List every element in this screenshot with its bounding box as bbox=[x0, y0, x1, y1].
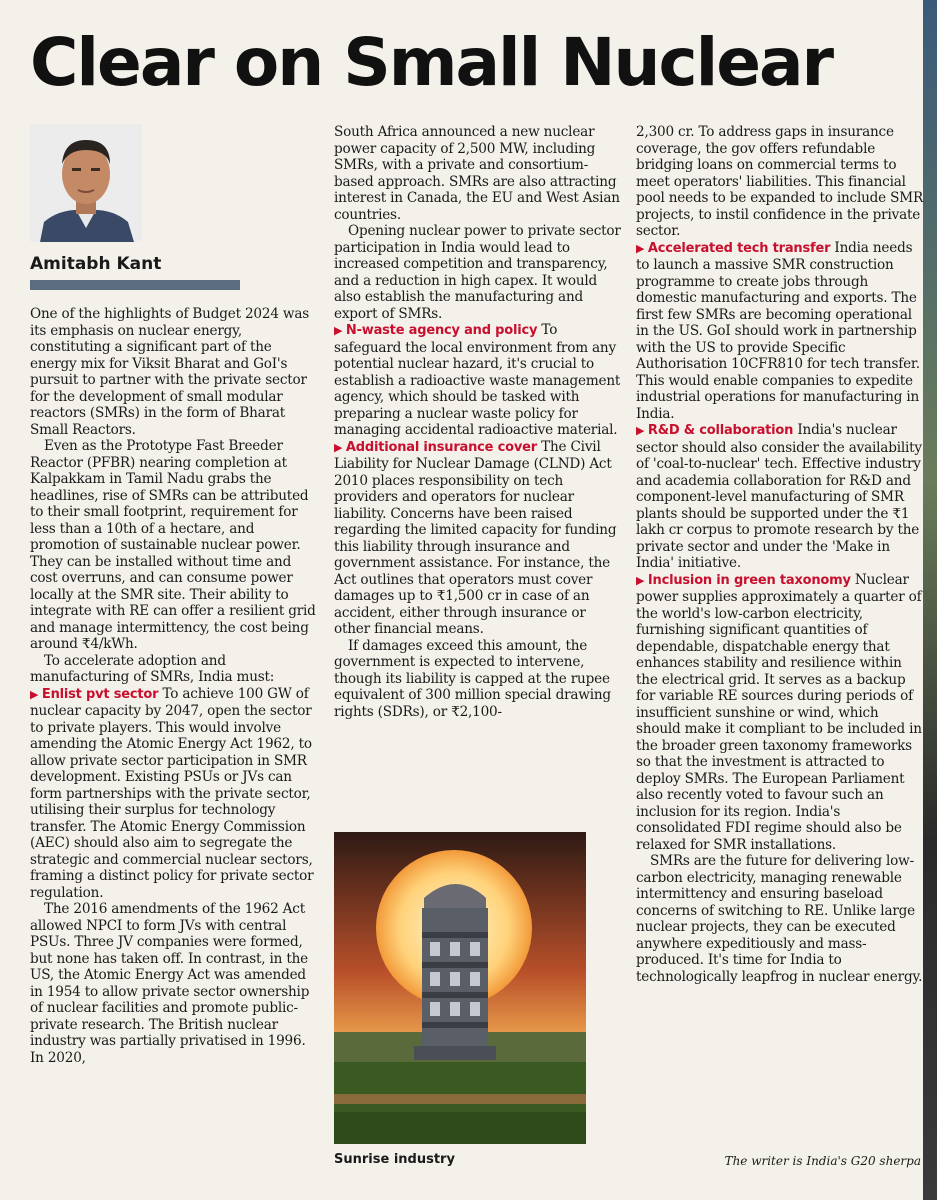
arrow-bullet-icon: ▶ bbox=[30, 687, 42, 701]
arrow-bullet-icon: ▶ bbox=[334, 440, 346, 454]
arrow-bullet-icon: ▶ bbox=[636, 241, 648, 255]
photo-caption: Sunrise industry bbox=[334, 1152, 455, 1167]
column-3 bbox=[636, 124, 926, 985]
paragraph: The 2016 amendments of the 1962 Act allowed NPCI to form JVs with central PSUs. Three JV companies were formed, but none has taken off. In contrast, in the US, the Atomic Energy Act was amended in 1954 to allow private sector ownership of nuclear facilities and promote public-private research. The British nuclear industry was partially privatised in 1996. In 2020, bbox=[30, 901, 310, 1066]
column-2 bbox=[334, 124, 624, 720]
paragraph: India's nuclear sector should also consider the availability of 'coal-to-nuclear' tech. Effective industry and academia collaboration for R&D and component-level manufacturing of SMR plants should be supported under the ₹1 lakh cr corpus to promote research by the private sector and under the 'Make in India' initiative. bbox=[636, 422, 922, 571]
paragraph: Even as the Prototype Fast Breeder Reactor (PFBR) nearing completion at Kalpakkam in Tamil Nadu grabs the headlines, rise of SMRs can be attributed to their small footprint, requirement for less than a 10th of a hectare, and promotion of sustainable nuclear power. They can be installed without time and cost overruns, and can consume power locally at the SMR site. Their ability to integrate with RE can offer a resilient grid and manage intermittency, the cost being around ₹4/kWh. bbox=[30, 438, 316, 652]
subhead-rnd-collaboration: R&D & collaboration bbox=[647, 423, 794, 438]
subhead-green-taxonomy: Inclusion in green taxonomy bbox=[647, 572, 851, 588]
subhead-enlist-pvt-sector: Enlist pvt sector bbox=[41, 686, 159, 702]
column-1 bbox=[30, 306, 320, 1066]
author-divider bbox=[30, 280, 240, 290]
paragraph: India needs to launch a massive SMR construction programme to create jobs through domestic manufacturing and exports. The first few SMRs are becoming operational in the US. GoI should work in partnership with the US to provide Specific Authorisation 10CFR810 for tech transfer. This would enable companies to expedite industrial operations for manufacturing in India. bbox=[636, 239, 920, 422]
headline: Clear on Small Nuclear bbox=[30, 24, 833, 101]
subhead-n-waste-agency: N-waste agency and policy bbox=[345, 323, 538, 338]
author-name: Amitabh Kant bbox=[30, 254, 162, 274]
paragraph: If damages exceed this amount, the government is expected to intervene, though its liability is capped at the rupee equivalent of 300 million special drawing rights (SDRs), or ₹2,100- bbox=[334, 637, 611, 720]
arrow-bullet-icon: ▶ bbox=[636, 424, 648, 437]
author-credit: The writer is India's G20 sherpa bbox=[724, 1154, 921, 1168]
author-portrait-icon bbox=[30, 124, 142, 242]
paragraph: South Africa announced a new nuclear power capacity of 2,500 MW, including SMRs, with a private and consortium-based approach. SMRs are also attracting interest in Canada, the EU and West Asian countries. bbox=[334, 124, 620, 223]
paragraph: To accelerate adoption and manufacturing of SMRs, India must: bbox=[30, 652, 275, 685]
arrow-bullet-icon: ▶ bbox=[636, 573, 648, 587]
nuclear-reactor-sunrise-illustration bbox=[334, 832, 586, 1144]
paragraph: Nuclear power supplies approximately a quarter of the world's low-carbon electricity, furnishing significant quantities of dependable, dispatchable energy that enhances stability and resilience within the electrical grid. It serves as a backup for variable RE sources during periods of insufficient sunshine or wind, which should make it compliant to be included in the broader green taxonomy frameworks so that the investment is attracted to deploy SMRs. The European Parliament also recently voted to favour such an inclusion for its region. India's consolidated FDI regime should also be relaxed for SMR installations. bbox=[636, 571, 922, 853]
paragraph: The Civil Liability for Nuclear Damage (CLND) Act 2010 places responsibility on tech providers and operators for nuclear liability. Concerns have been raised regarding the limited capacity for funding this liability through insurance and government assistance. For instance, the Act outlines that operators must cover damages up to ₹1,500 cr in case of an accident, either through insurance or other financial means. bbox=[334, 438, 617, 637]
paragraph: SMRs are the future for delivering low-carbon electricity, managing renewable intermittency and ensuring baseload concerns of switching to RE. Unlike large nuclear projects, they can be executed anywhere expeditiously and mass-produced. It's time for India to technologically leapfrog in nuclear energy. bbox=[636, 853, 923, 985]
paragraph: Opening nuclear power to private sector participation in India would lead to increased competition and transparency, and a reduction in high capex. It would also establish the manufacturing and export of SMRs. bbox=[334, 223, 621, 322]
paragraph: 2,300 cr. To address gaps in insurance coverage, the gov offers refundable bridging loans on commercial terms to meet operators' liabilities. This financial pool needs to be expanded to include SMR projects, to instil confidence in the private sector. bbox=[636, 124, 923, 239]
subhead-additional-insurance: Additional insurance cover bbox=[345, 439, 537, 455]
paragraph: To safeguard the local environment from any potential nuclear hazard, it's crucial to establish a radioactive waste management agency, which should be tasked with preparing a nuclear waste policy for managing accidental radioactive material. bbox=[334, 322, 621, 438]
paragraph: One of the highlights of Budget 2024 was its emphasis on nuclear energy, constituting a significant part of the energy mix for Viksit Bharat and GoI's pursuit to partner with the private sector for the development of small modular reactors (SMRs) in the form of Bharat Small Reactors. bbox=[30, 306, 310, 438]
paragraph: To achieve 100 GW of nuclear capacity by 2047, open the sector to private players. This would involve amending the Atomic Energy Act 1962, to allow private sector participation in SMR development. Existing PSUs or JVs can form partnerships with the private sector, utilising their surplus for technology transfer. The Atomic Energy Commission (AEC) should also aim to segregate the strategic and commercial nuclear sectors, framing a distinct policy for private sector regulation. bbox=[30, 685, 314, 901]
arrow-bullet-icon: ▶ bbox=[334, 324, 346, 337]
subhead-accelerated-tech-transfer: Accelerated tech transfer bbox=[647, 240, 831, 256]
